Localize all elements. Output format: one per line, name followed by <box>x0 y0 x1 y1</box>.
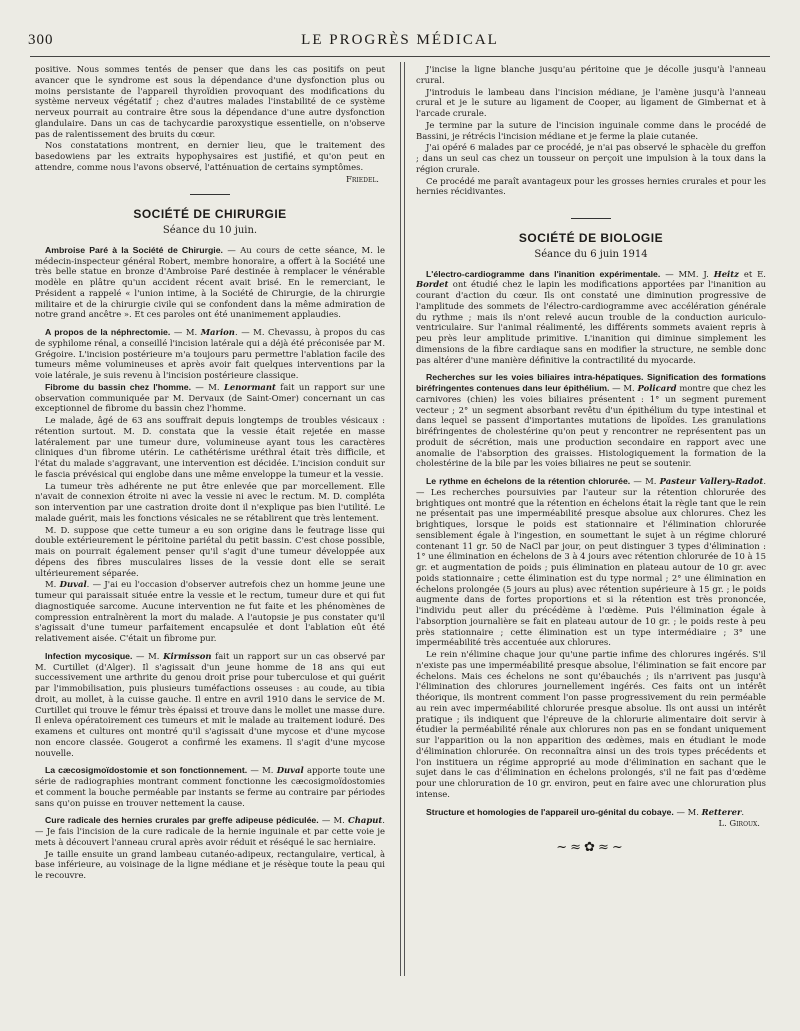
paragraph: J'incise la ligne blanche jusqu'au péritoine que je décolle jusqu'à l'anneau crural. <box>416 64 766 85</box>
article-heading: Recherches sur les voies biliaires intra-hépatiques. Signification des formations biréfringentes contenues dans leur épithélium. <box>416 372 766 393</box>
section-rule <box>571 218 611 219</box>
author: Kirmisson <box>163 650 212 661</box>
paragraph: Je taille ensuite un grand lambeau cutanéo-adipeux, rectangulaire, vertical, à base inférieure, au voisinage de la ligne médiane et je résèque toute la peau qui le recouvre. <box>35 848 385 880</box>
author: Duval <box>276 765 304 776</box>
signature: Friedel. <box>346 173 379 184</box>
dash: — M. <box>630 476 660 486</box>
author: Bordet <box>416 279 449 290</box>
dash: — MM. J. <box>660 268 714 279</box>
article-body: apporte toute une série de radiographies montrant comment fonctionne les cæcosigmoïdostomies et comment la bouche perméable par instants se ferme au contraire par périodes sans qu'on puisse en trouver nettement la cause. <box>35 765 385 808</box>
article-nephrectomie <box>35 327 385 381</box>
dash: — M. <box>170 327 201 337</box>
article-heading: Le rythme en échelons de la rétention chlorurée. <box>426 476 631 486</box>
article-heading: La cæcosigmoïdostomie et son fonctionnement. <box>45 765 248 776</box>
section-title-chirurgie: SOCIÉTÉ DE CHIRURGIE <box>133 207 287 222</box>
paragraph: Ce procédé me paraît avantageux pour les grosses hernies crurales et pour les hernies récidivantes. <box>416 175 766 197</box>
dash: — M. <box>318 815 349 826</box>
section-title-biologie: SOCIÉTÉ DE BIOLOGIE <box>518 231 664 245</box>
article-hernies-crurales <box>35 815 385 847</box>
dash: — M. <box>673 806 702 817</box>
article-heading: Cure radicale des hernies crurales par greffe adipeuse pédiculée. <box>45 815 319 826</box>
session-date: Séance du 10 juin. <box>162 225 258 236</box>
article-body: . — Je fais l'incision de la cure radicale de la hernie inguinale et par cette voie je mets à découvert l'anneau crural après avoir réduit et réséqué le sac herniaire. <box>35 815 385 847</box>
paragraph: J'ai opéré 6 malades par ce procédé, je n'ai pas observé le sphacèle du greffon ; dans un seul cas chez un tousseur on perçoit une impulsion à la toux dans la région crurale. <box>416 142 766 174</box>
ornament-divider: ~≈✿≈~ <box>556 840 626 855</box>
column-divider-double <box>404 62 405 976</box>
signature: L. Giroux. <box>718 818 760 829</box>
dash: — M. <box>132 650 164 661</box>
author: Policard <box>637 383 677 393</box>
paragraph: Je termine par la suture de l'incision inguinale comme dans le procédé de Bassini, je rétrécis l'incision médiane et je ferme la plaie cutanée. <box>416 119 766 141</box>
article-body: ont étudié chez le lapin les modifications apportées par l'inanition au courant d'action du cœur. Ils ont constaté une diminution progressive de l'amplitude des sommets de l'électro-cardiogramme avec accélération générale du rythme ; mais ils n'ont relevé aucun trouble de la conduction auriculo-ventriculaire. Sur l'animal réalimenté, les différents sommets avaient repris à peu près leur amplitude primitive. L'inanition qui diminue simplement les dimensions de la fibre cardiaque sans en modifier la structure, ne semble donc pas altérer d'une manière définitive la contractilité du myocarde. <box>416 279 766 365</box>
author: Marion <box>200 327 235 337</box>
article-heading: Structure et homologies de l'appareil uro-génital du cobaye. <box>426 806 674 817</box>
page-number: 300 <box>28 32 54 48</box>
section-rule <box>190 194 230 195</box>
dash: M. <box>45 579 60 590</box>
paragraph: positive. Nous sommes tentés de penser que dans les cas positifs on peut avancer que le syndrome est sous la dépendance d'une dysfonction plus ou moins persistante de l'appareil thyroïdien provoquant des modifications du système nerveux végétatif ; chez d'autres malades l'instabilité de ce système nerveux pourrait au contraire être sous la dépendance d'une autre dysfonction glandulaire. Dans un cas de tachycardie paroxystique essentielle, on n'observe pas de ralentissement des bruits du cœur. <box>35 64 385 139</box>
article-body: montre que chez les carnivores (chien) les voies biliaires présentent : 1° un segment purement vecteur ; 2° un segment absorbant revêtu d'un épithélium du type intestinal et dans lequel se passent d'importantes mutations de lipoïdes. Les granulations biréfringentes de cholestérine qu'on peut y rencontrer ne représentent pas un produit de sécrétion, mais une production secondaire en rapport avec une anomalie de l'absorption des graisses. Histologiquement la formation de la cholestérine de la bile par les voies biliaires ne peut se soutenir. <box>416 383 766 469</box>
article-heading: A propos de la néphrectomie. <box>45 327 171 337</box>
paragraph: La tumeur très adhérente ne put être enlevée que par morcellement. Elle n'avait de connexion étroite ni avec la vessie ni avec le rectum. M. D. compléta son intervention par une castration droite dont il n'explique pas bien l'utilité. Le malade guérit, mais les fonctions vésicales ne se rétablirent que très lentement. <box>35 480 385 523</box>
article-heading: Infection mycosique. <box>45 650 133 661</box>
left-column <box>35 64 385 1014</box>
dash: — M. <box>191 381 224 392</box>
journal-title: LE PROGRÈS MÉDICAL <box>301 32 499 48</box>
paragraph-duval <box>35 579 385 644</box>
article-mycose <box>35 651 385 759</box>
author: Heitz <box>713 268 739 279</box>
article-heading: Fibrome du bassin chez l'homme. <box>45 381 191 392</box>
author: Retterer <box>701 806 742 817</box>
author: Chaput <box>348 815 383 826</box>
session-date: Séance du 6 juin 1914 <box>534 248 648 260</box>
article-body: . — Les recherches poursuivies par l'auteur sur la rétention chlorurée des brightiques ont montré que la rétention en échelons était la règle tant que le rein ne présentait pas une imperméabilité presque absolue aux chlorures. Chez les brightiques, lorsque le poids est stationnaire et l'élimination chlorurée sensiblement égale à l'ingestion, en soumettant le sujet à un régime chloruré contenant 11 gr. 50 de NaCl par jour, on peut distinguer 3 types d'élimination : 1° une élimination en échelons de 3 à 4 jours avec rétention chlorurée de 10 à 15 gr. et augmentation de poids ; puis élimination en plateau autour de 10 gr. avec poids stationnaire ; cette élimination est du type normal ; 2° une élimination en échelons prolongée (5 jours au plus) avec rétention supérieure à 15 gr. ; le poids augmente dans de fortes proportions et si la rétention est très prononcée, l'individu peut aller du précédème à l'œdème. Puis l'élimination égale à l'absorption journalière se fait en plateau autour de 10 gr. ; le poids reste à peu près stationnaire ; cette élimination est un type intermédiaire ; 3° une imperméabilité très accentuée aux chlorures. <box>416 476 766 648</box>
article-voies-biliaires <box>416 372 766 469</box>
article-ambroise-pare <box>35 245 385 320</box>
article-rythme-echelons <box>416 476 766 648</box>
paragraph: J'introduis le lambeau dans l'incision médiane, je l'amène jusqu'à l'anneau crural et je le suture au ligament de Cooper, au ligament de Gimbernat et à l'arcade crurale. <box>416 86 766 118</box>
article-body: fait un rapport sur un cas observé par M. Curtillet (d'Alger). Il s'agissait d'un jeune homme de 18 ans qui eut successivement une arthrite du genou droit prise pour tuberculose et qui guérit par l'immobilisation, puis plusieurs tuméfactions osseuses : au coude, au tibia droit, au mollet, à la cuisse gauche. Il entre en avril 1910 dans le service de M. Curtillet qui trouve le fémur très épaissi et trouve dans le mollet une masse dure. Il enleva opératoirement ces tumeurs et mit le malade au traitement ioduré. Des examens et cultures ont montré qu'il s'agissait d'une mycose et d'une mycose non encore classée. Gougerot a confirmé les examens. Il s'agit d'une mycose nouvelle. <box>35 650 385 758</box>
article-uro-genital <box>416 807 766 818</box>
author: Duval <box>59 579 87 590</box>
header-rule <box>30 56 770 57</box>
author: Lenormant <box>223 381 276 392</box>
paragraph: M. D. suppose que cette tumeur a eu son origine dans le feutrage lisse qui double extérieurement le péritoine pariétal du petit bassin. C'est chose possible, mais on pourrait également penser qu'il s'agit d'une tumeur développée aux dépens des fibres musculaires lisses de la vessie dont elle se serait ultérieurement séparée. <box>35 524 385 578</box>
article-heading: Ambroise Paré à la Société de Chirurgie. <box>45 244 223 255</box>
author: Pasteur Vallery-Radot <box>659 476 764 486</box>
paragraph: Le rein n'élimine chaque jour qu'une partie infime des chlorures ingérés. S'il n'existe pas une imperméabilité presque absolue, l'élimination se fait encore par échelons. Mais ces échelons ne sont qu'ébauchés ; ils n'arrivent pas jusqu'à l'élimination des chlorures journellement ingérés. Ces faits ont un intérêt théorique, ils montrent comment l'on passe progressivement du rein perméable au rein avec imperméabilité chlorurée presque absolue. Ils ont aussi un intérêt pratique ; ils indiquent que l'épreuve de la chlorurie alimentaire doit servir à étudier la perméabilité rénale aux chlorures non pas en se fondant uniquement sur l'apparition ou la non apparition des œdèmes, mais en étudiant le mode d'élimination chlorurée. On reconnaîtra ainsi un des trois types précédents et l'on instituera un régime approprié au mode d'élimination en sachant que le sujet dans le cas d'élimination en échelons prolongés, s'il ne fait pas d'œdème pour une chloruration de 10 gr. environ, peut en faire avec une chloruration plus intense. <box>416 649 766 799</box>
article-body: fait un rapport sur une observation communiquée par M. Dervaux (de Saint-Omer) concernant un cas exceptionnel de fibrome du bassin chez l'homme. <box>35 381 385 414</box>
paragraph: Nos constatations montrent, en dernier lieu, que le traitement des basedowiens par les extraits hypophysaires est justifié, et qu'on peut en attendre, comme nous l'avons observé, l'atténuation de certains symptômes. <box>35 140 385 172</box>
right-column <box>416 64 766 1014</box>
conjunction: et E. <box>738 268 766 279</box>
page-header <box>28 30 772 52</box>
article-heading: L'électro-cardiogramme dans l'inanition expérimentale. <box>426 268 661 279</box>
paragraph: Le malade, âgé de 63 ans souffrait depuis longtemps de troubles vésicaux : rétention surtout. M. D. constata que la vessie était rejetée en masse latéralement par une tumeur dure, volumineuse ayant tous les caractères cliniques d'un fibrome utérin. Le cathétérisme uréthral était très difficile, et l'état du malade s'aggravant, une intervention est décidée. L'incision conduit sur le fascia prévésical qui englobe dans une même enveloppe la tumeur et la vessie. <box>35 415 385 479</box>
article-body: . — M. Chevassu, à propos du cas de syphilome rénal, a conseillé l'incision latérale qui a déjà été préconisée par M. Grégoire. L'incision postérieure m'a toujours paru permettre l'ablation facile des tumeurs même volumineuses et après avoir fait quelques interventions par la voie latérale, je suis revenu à l'incision postérieure classique. <box>35 327 385 380</box>
article-electrocardiogramme <box>416 269 766 366</box>
article-body: . — J'ai eu l'occasion d'observer autrefois chez un homme jeune une tumeur qui paraissait située entre la vessie et le rectum, tumeur dure et qui fut diagnostiquée sarcome. Aucune intervention ne fut faite et les phénomènes de compression entraînèrent la mort du malade. A l'autopsie je pus constater qu'il s'agissait d'une tumeur parfaitement encapsulée et dont l'ablation eût été relativement aisée. C'était un fibrome pur. <box>35 579 385 643</box>
column-divider <box>400 62 401 976</box>
period: . <box>741 806 745 817</box>
dash: — M. <box>609 383 638 393</box>
dash: — M. <box>247 765 277 776</box>
article-body: — Au cours de cette séance, M. le médecin-inspecteur général Robert, membre honoraire, a offert à la Société une très belle statue en bronze d'Ambroise Paré destinée à remplacer le vénérable modèle en plâtre qu'un accident récent avait brisé. En le remerciant, le Président a rappelé « l'union intime, à la Société de Chirurgie, de la chirurgie militaire et de la chirurgie civile qui se confondent dans la même admiration de notre grand ancêtre ». Et ces paroles ont été unanimement applaudies. <box>35 244 385 320</box>
article-fibrome <box>35 382 385 414</box>
article-caecosigmoidostomie <box>35 765 385 808</box>
